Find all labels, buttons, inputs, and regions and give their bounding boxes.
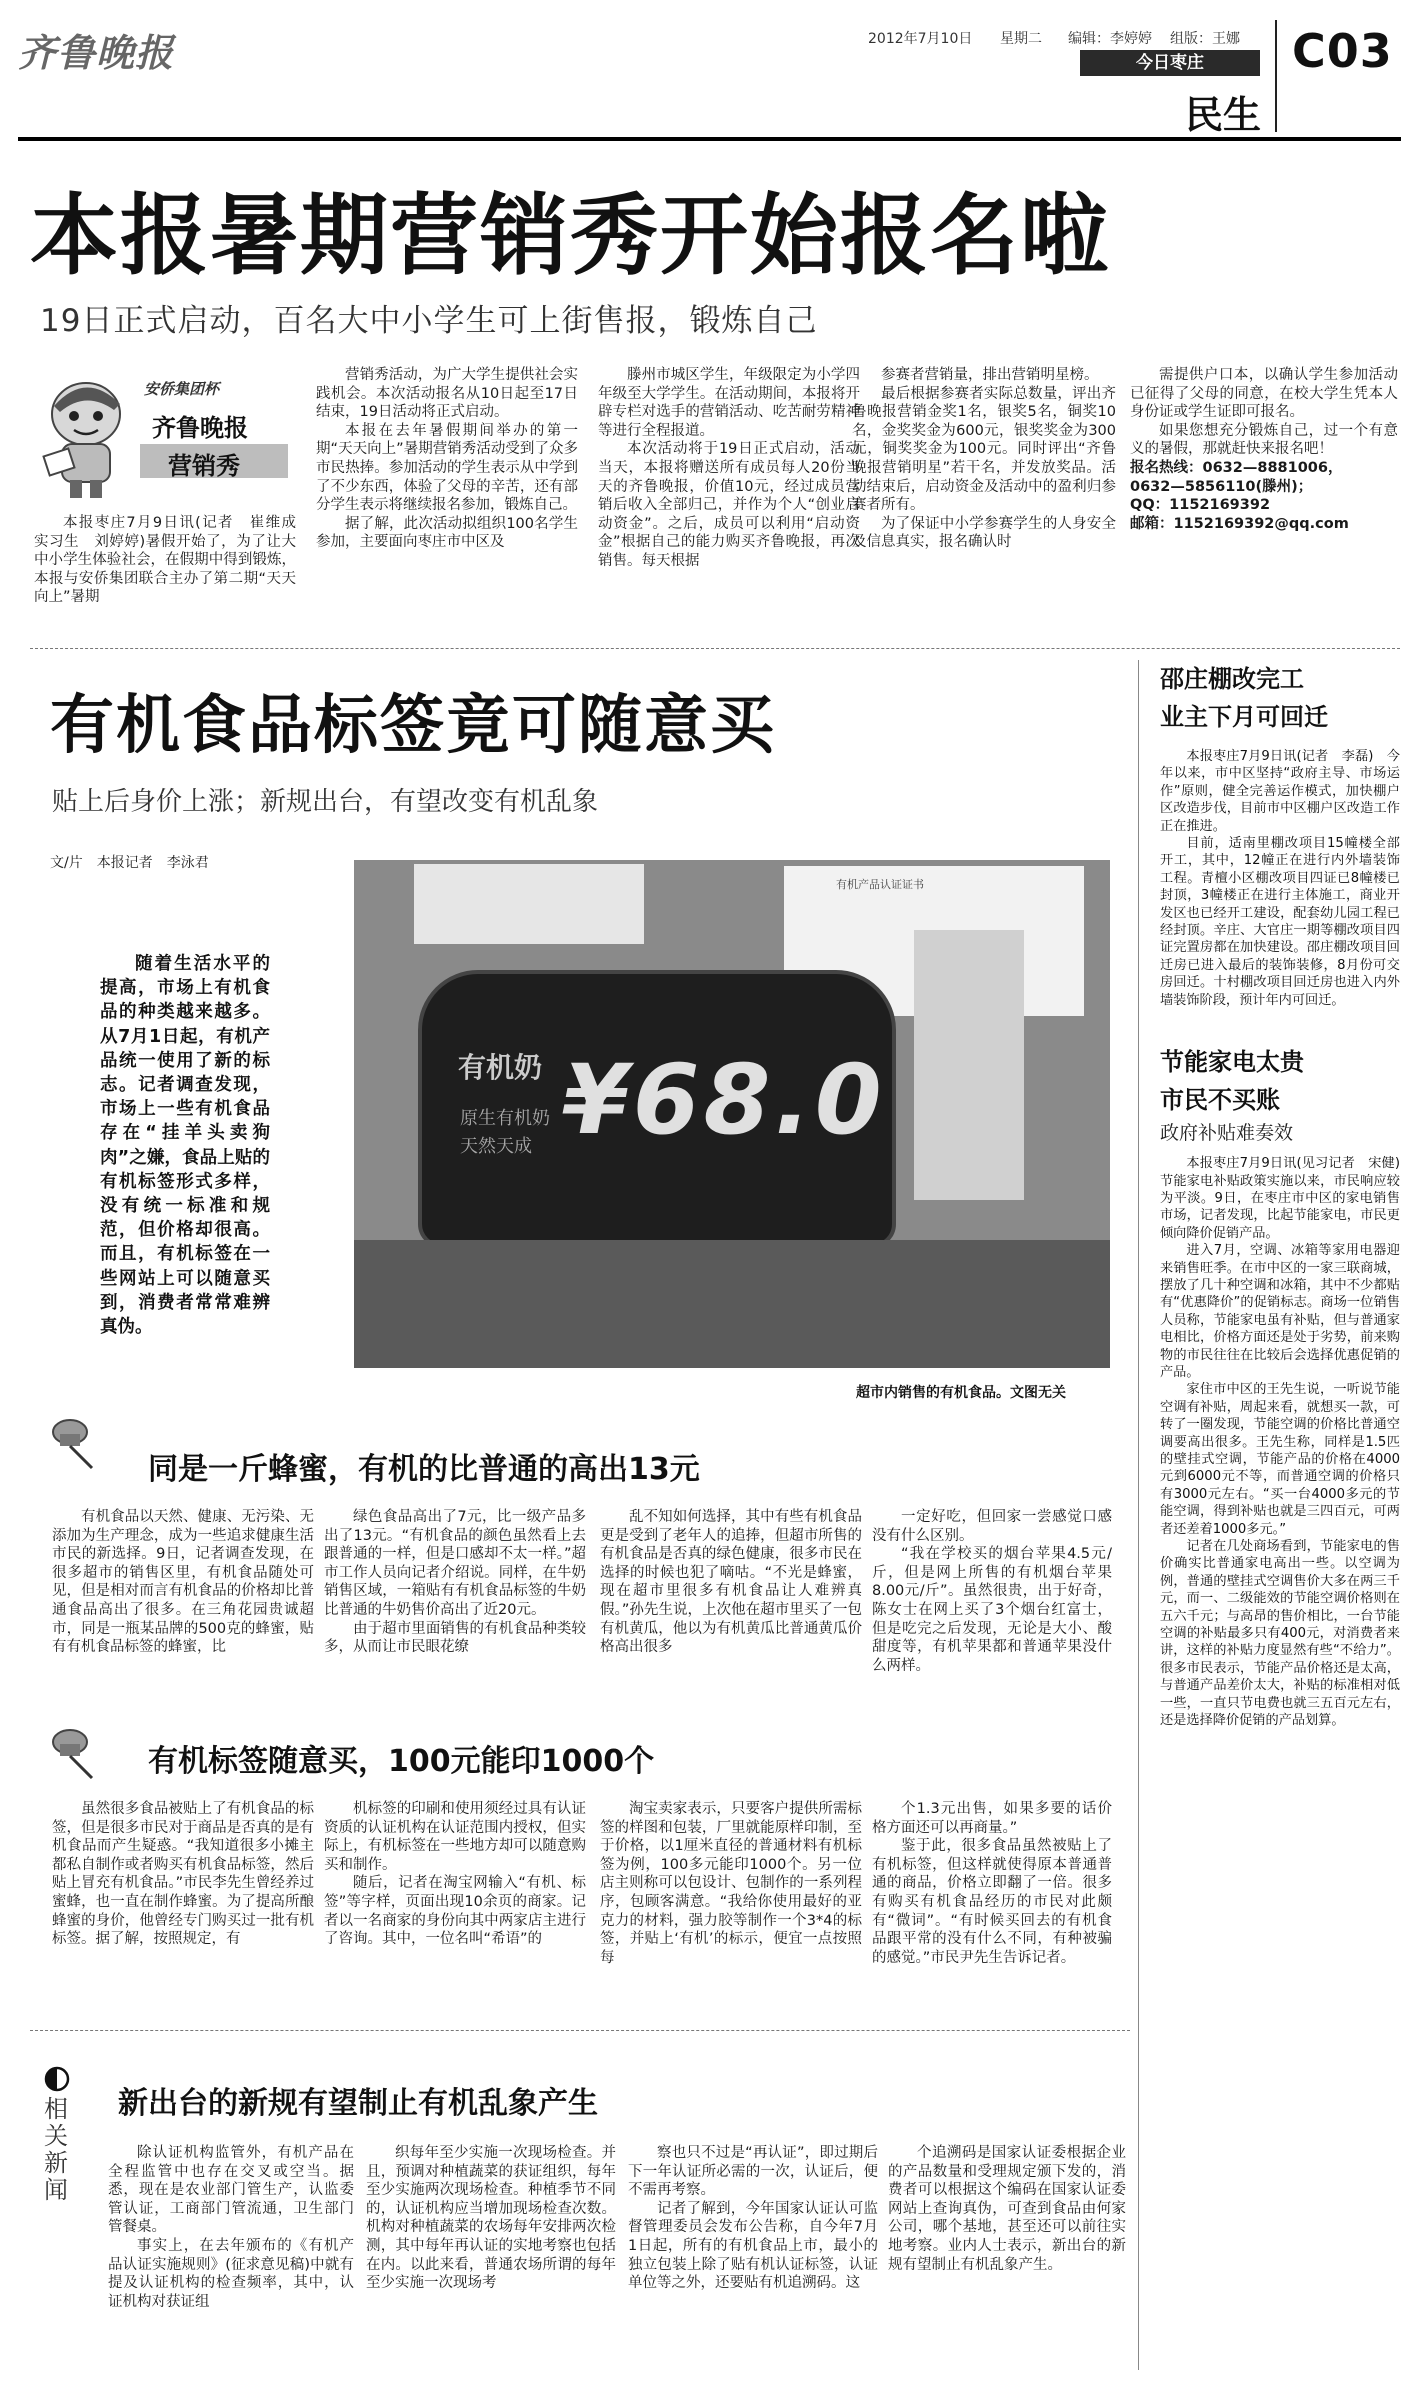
paragraph: 滕州市城区学生，年级限定为小学四年级至大学学生。在活动期间，本报将开辟专栏对选手的营销活动、吃苦耐劳精神等进行全程报道。 xyxy=(598,367,860,439)
sidebar-article-2-title-2: 市民不买账 xyxy=(1160,1086,1280,1115)
related-separator xyxy=(30,2030,1130,2031)
sidebar-divider xyxy=(1138,660,1139,2370)
lead-subtitle: 19日正式启动，百名大中小学生可上街售报，锻炼自己 xyxy=(40,303,818,339)
sidebar xyxy=(1160,660,1414,1730)
paragraph: 参赛者营销量，排出营销明星榜。 xyxy=(881,367,1099,383)
paragraph: 本报枣庄7月9日讯(记者 李磊) 今年以来，市中区坚持“政府主导、市场运作”原则，健全完善运作模式，加快棚户区改造步伐，目前市中区棚户区改造工作正在推进。 xyxy=(1160,749,1400,834)
photo-price-tag xyxy=(418,970,896,1248)
paragraph: 绿色食品高出了7元，比一级产品多出了13元。“有机食品的颜色虽然看上去跟普通的一样，但是口感却不太一样。”超市工作人员向记者介绍说。同样，在牛奶销售区域，一箱贴有有机食品标签的牛奶比普通的牛奶售价高出了近20元。 xyxy=(324,1509,586,1618)
paragraph: 乱不知如何选择，其中有些有机食品更是受到了老年人的追捧，但超市所售的有机食品是否真的绿色健康，很多市民在选择的时候也犯了嘀咕。“不光是蜂蜜，现在超市里很多有机食品让人难辨真假。”孙先生说，上次他在超市里买了一包有机黄瓜，他以为有机黄瓜比普通黄瓜价格高出很多 xyxy=(600,1509,862,1656)
paragraph: 察也只不过是“再认证”，即过期后下一年认证所必需的一次，认证后，便不需再考察。 xyxy=(628,2145,878,2199)
email-contact: 邮箱：1152169392@qq.com xyxy=(1130,515,1349,532)
section-2-col-4 xyxy=(872,1800,1112,1967)
paragraph: 本报枣庄7月9日讯(见习记者 宋健) 节能家电补贴政策实施以来，市民响应较为平淡。9日，在枣庄市中区的家电销售市场，记者发现，比起节能家电，市民更倾向降价促销产品。 xyxy=(1160,1156,1414,1241)
paragraph: 有机食品以天然、健康、无污染、无添加为生产理念，成为一些追求健康生活市民的新选择。9日，记者调查发现，在很多超市的销售区里，有机食品随处可见，但是相对而言有机食品的价格却比普通食品高出了很多。在三角花园贵诚超市，同是一瓶某品牌的500克的蜂蜜，贴有有机食品标签的蜂蜜，比 xyxy=(52,1509,314,1656)
pin-icon xyxy=(48,1722,100,1782)
photo-product-desc: 原生有机奶 xyxy=(460,1108,550,1129)
related-marker xyxy=(44,2066,74,2204)
half-circle-icon xyxy=(44,2066,70,2092)
section-3-col-3 xyxy=(628,2144,878,2293)
main-intro: 随着生活水平的提高，市场上有机食品的种类越来越多。从7月1日起，有机产品统一使用了新的标志。记者调查发现，市场上一些有机食品存在“挂羊头卖狗肉”之嫌，食品上贴的有机标签形式多样，没有统一标准和规范，但价格却很高。而且，有机标签在一些网站上可以随意买到，消费者常常难辨真伪。 xyxy=(100,954,270,1338)
section-2-col-1 xyxy=(52,1800,314,1949)
sidebar-article-1-title-2: 业主下月可回迁 xyxy=(1160,703,1328,731)
section-1-col-4 xyxy=(872,1508,1112,1675)
section-3-col-2 xyxy=(366,2144,616,2293)
hotline-1: 0632—8881006， xyxy=(1202,459,1343,476)
qq-contact: QQ：1152169392 xyxy=(1130,497,1271,514)
main-photo xyxy=(354,860,1110,1368)
section-3-title: 新出台的新规有望制止有机乱象产生 xyxy=(118,2086,598,2121)
logo-sponsor: 安侨集团杯 xyxy=(144,380,220,398)
hotline-2: 0632—5856110(滕州)； xyxy=(1130,478,1313,495)
lead-col-1 xyxy=(34,514,311,607)
paragraph: 个追溯码是国家认证委根据企业的产品数量和受理规定颁下发的，消费者可以根据这个编码在国家认证委网站上查询真伪，可查到食品由何家公司，哪个基地，甚至还可以前往实地考察。业内人士表示，新出台的新规有望制止有机乱象产生。 xyxy=(888,2145,1126,2273)
logo-event-label: 营销秀 xyxy=(168,452,240,480)
issue-date: 2012年7月10日 xyxy=(868,31,973,47)
section-1-col-3 xyxy=(600,1508,862,1657)
paragraph: 除认证机构监管外，有机产品在全程监管中也存在交叉或空当。据悉，现在是农业部门管生产，认监委管认证，工商部门管流通，卫生部门管餐桌。 xyxy=(108,2145,354,2236)
photo-product-desc-2: 天然天成 xyxy=(460,1136,532,1157)
paragraph: 淘宝卖家表示，只要客户提供所需标签的样图和包装，厂里就能原样印制，至于价格，以1厘米直径的普通材料有机标签为例，100多元能印1000个。另一位店主则称可以包设计、包制作的一系列程序，包顾客满意。“我给你使用最好的亚克力的材料，强力胶等制作一个3*4的标签，并贴上‘有机’的标示，便宜一点按照每 xyxy=(600,1801,862,1966)
paragraph: 需提供户口本，以确认学生参加活动已征得了父母的同意，在校大学生凭本人身份证或学生证即可报名。 xyxy=(1130,367,1398,421)
photo-counter xyxy=(354,1240,1110,1368)
paragraph: 由于超市里面销售的有机食品种类较多，从而让市民眼花缭 xyxy=(324,1620,586,1656)
paper-name: 齐鲁晚报 xyxy=(18,30,175,75)
hotline-label: 报名热线： xyxy=(1130,459,1203,476)
paragraph: 进入7月，空调、冰箱等家用电器迎来销售旺季。在市中区的一家三联商城，摆放了几十种空调和冰箱，其中不少都贴有“优惠降价”的促销标志。商场一位销售人员称，节能家电虽有补贴，但与普通家电相比，价格方面还是处于劣势，前来购物的市民往往在比较后会选择优惠促销的产品。 xyxy=(1160,1243,1400,1380)
section-tab-label: 今日枣庄 xyxy=(1136,53,1204,73)
paragraph: 记者了解到，今年国家认证认可监督管理委员会发布公告称，自今年7月1日起，所有的有机食品上市，最小的独立包装上除了贴有机认证标签，认证单位等之外，还要贴有机追溯码。这 xyxy=(628,2200,878,2292)
mascot-icon xyxy=(40,374,132,502)
paragraph: 本报在去年暑假期间举办的第一期“天天向上”暑期营销秀活动受到了众多市民热捧。参加活动的学生表示从中学到了不少东西，体验了父母的辛苦，还有部分学生表示将继续报名参加，锻炼自己。 xyxy=(316,422,578,514)
paragraph: 家住市中区的王先生说，一听说节能空调有补贴，周起来看，就想买一款，可转了一圈发现，节能空调的价格比普通空调要高出很多。王先生称，同样是1.5匹的壁挂式空调，节能产品的价格在4000元到6000元不等，而普通空调的价格只有3000元左右。“买一台4000多元的节能空调，得到补贴也就是三四百元，可两者还差着1000多元。” xyxy=(1160,1382,1400,1537)
paragraph: 记者在几处商场看到，节能家电的售价确实比普通家电高出一些。以空调为例，普通的壁挂式空调售价大多在两三千元，而一、二级能效的节能空调价格则在五六千元；与高昂的售价相比，一台节能空调的补贴最多只有400元，对消费者来讲，这样的补贴力度显然有些“不给力”。很多市民表示，节能产品价格还是太高，与普通产品差价太大，补贴的标准相对低一些，一直只节电费也就三五百元左右，还是选择降价促销的产品划算。 xyxy=(1160,1539,1400,1729)
sidebar-article-2-title: 节能家电太贵 xyxy=(1160,1048,1304,1077)
paragraph: 事实上，在去年颁布的《有机产品认证实施规则》(征求意见稿)中就有提及认证机构的检查频率，其中，认证机构对获证组 xyxy=(108,2237,354,2310)
paragraph: 营销秀活动，为广大学生提供社会实践机会。本次活动报名从10日起至17日结束，19日活动将正式启动。 xyxy=(316,367,578,421)
section-3-col-1 xyxy=(108,2144,354,2311)
lead-separator xyxy=(30,648,1400,649)
section-tab xyxy=(1080,50,1260,76)
section-1-col-1 xyxy=(52,1508,314,1657)
logo-event xyxy=(140,444,288,478)
paragraph: “我在学校买的烟台苹果4.5元/斤，但是网上所售的有机烟台苹果8.00元/斤”。虽然很贵，出于好奇，陈女士在网上买了3个烟台红富士，但是吃完之后发现，无论是大小、酸甜度等，有机苹果都和普通苹果没什么两样。 xyxy=(872,1546,1112,1674)
main-subtitle: 贴上后身价上涨；新规出台，有望改变有机乱象 xyxy=(52,787,599,817)
logo-paper: 齐鲁晚报 xyxy=(152,414,248,442)
section-1-col-2 xyxy=(324,1508,586,1657)
section-1-title: 同是一斤蜂蜜，有机的比普通的高出13元 xyxy=(148,1452,700,1487)
paragraph: 目前，适南里棚改项目15幢楼全部开工，其中，12幢正在进行内外墙装饰工程。青檀小区棚改项目四证已8幢楼已封顶，3幢楼正在进行主体施工，商业开发区也已经开工建设，配套幼儿园工程已经封顶。辛庄、大官庄一期等棚改项目四证完置房都在加快建设。邵庄棚改项目回迁房已进入最后的装饰装修，8月份可交房回迁。十村棚改项目回迁房也进入内外墙装饰阶段，预计年内可回迁。 xyxy=(1160,836,1400,1008)
layout-credit: 组版：王娜 xyxy=(1170,31,1240,47)
photo-product-name: 有机奶 xyxy=(458,1051,543,1084)
editor-credit: 编辑：李婷婷 xyxy=(1068,31,1152,47)
lead-col-5-text xyxy=(1130,366,1398,459)
lead-col-4 xyxy=(852,366,1116,552)
lead-col-5 xyxy=(1130,366,1398,533)
pin-icon xyxy=(48,1412,100,1472)
sidebar-article-1-body xyxy=(1160,748,1400,1009)
paragraph: 最后根据参赛者实际总数量，评出齐鲁晚报营销金奖1名，银奖5名，铜奖10名，金奖奖金为600元，银奖奖金为300元，铜奖奖金为100元。同时评出“齐鲁晚报营销明星”若干名，并发放奖品。活动结束后，启动资金及活动中的盈利归参赛者所有。 xyxy=(852,385,1116,514)
main-title: 有机食品标签竟可随意买 xyxy=(50,689,776,763)
paragraph: 鉴于此，很多食品虽然被贴上了有机标签，但这样就使得原本普通普通的商品，价格立即翻了一倍。很多有购买有机食品经历的市民对此颇有“微词”。“有时候买回去的有机食品跟平常的没有什么不同，有种被骗的感觉。”市民尹先生告诉记者。 xyxy=(872,1838,1112,1966)
sidebar-article-2-body xyxy=(1160,1155,1414,1729)
paragraph: 如果您想充分锻炼自己，过一个有意义的暑假，那就赶快来报名吧！ xyxy=(1130,422,1398,458)
issue-weekday: 星期二 xyxy=(1000,31,1042,47)
main-byline: 文/片 本报记者 李泳君 xyxy=(50,855,209,871)
sidebar-article-2-subtitle: 政府补贴难奏效 xyxy=(1160,1122,1294,1145)
section-2-col-2 xyxy=(324,1800,586,1949)
section-name: 民生 xyxy=(1185,93,1262,137)
section-2-col-3 xyxy=(600,1800,862,1967)
masthead xyxy=(0,0,1417,140)
lead-col-1-text: 本报枣庄7月9日讯(记者 崔维成 实习生 刘婷婷)暑假开始了，为了让大中小学生体验社会，在假期中得到锻炼，本报与安侨集团联合主办了第二期“天天向上”暑期 xyxy=(34,515,311,606)
campaign-logo xyxy=(40,368,302,508)
paragraph: 据了解，此次活动拟组织100名学生参加，主要面向枣庄市中区及 xyxy=(316,515,578,551)
related-label: 相关新闻 xyxy=(44,2095,68,2204)
paragraph: 为了保证中小学参赛学生的人身安全及信息真实，报名确认时 xyxy=(852,515,1116,551)
paragraph: 本次活动将于19日正式启动，活动当天，本报将赠送所有成员每人20份当天的齐鲁晚报，价值10元，经过成员营销后收入全部归己，并作为个人“创业启动资金”。之后，成员可以利用“启动资金”根据自己的能力购买齐鲁晚报，再次销售。每天根据 xyxy=(598,441,860,569)
photo-blurred-sign xyxy=(914,930,1024,1200)
lead-title: 本报暑期营销秀开始报名啦 xyxy=(30,184,1111,287)
paragraph: 个1.3元出售，如果多要的话价格方面还可以再商量。” xyxy=(872,1801,1112,1836)
paragraph: 织每年至少实施一次现场检查。并且，预调对种植蔬菜的获证组织，每年至少实施两次现场检查。种植季节不同的，认证机构应当增加现场检查次数。机构对种植蔬菜的农场每年安排两次检测，其中每年再认证的实地考察也包括在内。以此来看，普通农场所谓的每年至少实施一次现场考 xyxy=(366,2145,616,2292)
paragraph: 虽然很多食品被贴上了有机食品的标签，但是很多市民对于商品是否真的是有机食品而产生疑惑。“我知道很多小摊主都私自制作或者购买有机食品标签，然后贴上冒充有机食品。”市民李先生曾经养过蜜蜂，也一直在制作蜂蜜。为了提高所酿蜂蜜的身价，他曾经专门购买过一批有机标签。据了解，按照规定，有 xyxy=(52,1801,314,1948)
photo-cert-title: 有机产品认证证书 xyxy=(836,878,924,891)
photo-poster xyxy=(414,864,644,944)
paragraph: 一定好吃，但回家一尝感觉口感没有什么区别。 xyxy=(872,1509,1112,1544)
paragraph: 机标签的印刷和使用须经过具有认证资质的认证机构在认证范围内授权，但实际上，有机标签在一些地方却可以随意购买和制作。 xyxy=(324,1801,586,1873)
section-3-col-4 xyxy=(888,2144,1126,2274)
lead-col-2 xyxy=(316,366,578,552)
masthead-rule xyxy=(18,137,1401,141)
photo-price: ¥68.0 xyxy=(562,1044,886,1156)
sidebar-article-1-title: 邵庄棚改完工 xyxy=(1160,665,1304,693)
photo-caption: 超市内销售的有机食品。文图无关 xyxy=(856,1385,1066,1401)
masthead-divider xyxy=(1275,20,1277,132)
paragraph: 随后，记者在淘宝网输入“有机、标签”等字样，页面出现10余页的商家。记者以一名商家的身份向其中两家店主进行了咨询。其中，一位名叫“希语”的 xyxy=(324,1875,586,1948)
page-number: C03 xyxy=(1292,24,1393,78)
section-2-title: 有机标签随意买，100元能印1000个 xyxy=(148,1744,655,1779)
lead-col-3 xyxy=(598,366,860,571)
